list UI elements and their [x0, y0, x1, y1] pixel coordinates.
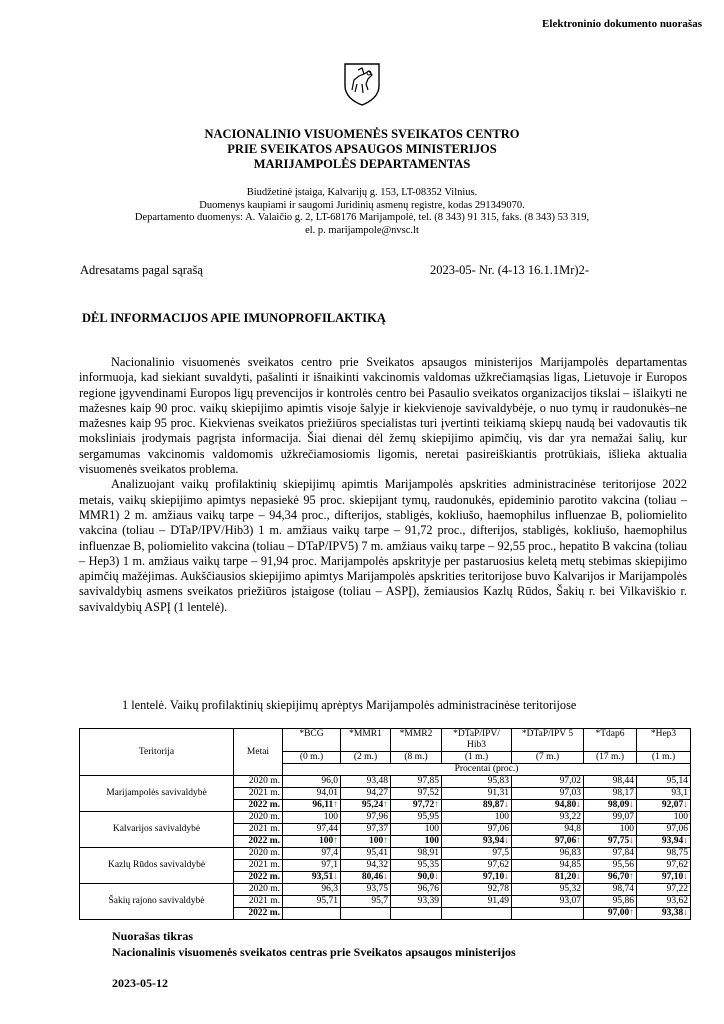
- info-line: Departamento duomenys: A. Valaičio g. 2, LT-68176 Marijampolė, tel. (8 343) 91 315, faks. (8 343) 53 319,: [134, 212, 590, 224]
- value-cell: [391, 884, 442, 896]
- value-text: 98,44: [612, 776, 634, 786]
- value-text: 94,8: [564, 824, 581, 834]
- value-text: 96,76: [417, 884, 439, 894]
- value-cell: [341, 788, 391, 800]
- value-cell: [637, 824, 691, 836]
- value-text: 93,75: [366, 884, 388, 894]
- value-text: 93,51: [311, 872, 334, 882]
- value-text: 93,62: [666, 896, 688, 906]
- value-text: 92,78: [487, 884, 509, 894]
- value-text: 95,24: [361, 800, 384, 810]
- value-cell: [283, 824, 341, 836]
- value-cell: [341, 824, 391, 836]
- value-cell: [391, 848, 442, 860]
- value-text: 97,06: [487, 824, 509, 834]
- arrow-down-icon: ↓: [576, 800, 581, 810]
- value-cell: [341, 908, 391, 920]
- value-cell: [391, 800, 442, 812]
- value-text: 91,49: [487, 896, 509, 906]
- value-text: 100: [424, 824, 439, 834]
- value-cell: [442, 860, 512, 872]
- value-cell: [283, 908, 341, 920]
- value-cell: [584, 836, 637, 848]
- value-cell: [637, 896, 691, 908]
- value-text: 81,20: [554, 872, 577, 882]
- value-cell: [391, 824, 442, 836]
- value-cell: [512, 860, 584, 872]
- value-text: 93,48: [366, 776, 388, 786]
- header-vaccine: *Hep3: [637, 729, 691, 752]
- arrow-up-icon: ↑: [333, 836, 338, 846]
- arrow-down-icon: ↓: [504, 800, 509, 810]
- value-cell: [637, 800, 691, 812]
- value-text: 97,62: [666, 860, 688, 870]
- value-cell: [442, 824, 512, 836]
- paragraph: Nacionalinio visuomenės sveikatos centro prie Sveikatos apsaugos ministerijos Marijampolės departamentas informuoja, kad siekiant suvaldyti, pašalinti ir išnaikinti vakcinomis valdomas užkrečiamąsias ligas, Lietuvoje ir Europos regione įgyvendinami Europos ligų prevencijos ir kontrolės centro bei Pasaulio sveikatos organizacijos tikslai – išlaikyti ne mažesnes kaip 90 proc. vaikų skiepijimo apimtis visoje šalyje ir kiekvienoje savivaldybėje, o nuo tymų ir raudonukės–ne mažesnes kaip 95 proc. Kiekvienas sveikatos priežiūros specialistas turi įvertinti teikiamą skiepų naudą bei vadovautis tik moksliniais įrodymais pagrįsta informacija. Šiai dienai dėl žemų skiepijimo apimčių, vis dar yra nemažai šalių, kur sergamumas vakcinomis valdomomis užkrečiamosiomis ligomis, neretai pasireiškiantis protrūkiais, išlieka aktualia visuomenės sveikatos problema.: [79, 355, 687, 477]
- value-text: 96,0: [321, 776, 338, 786]
- value-cell: [442, 836, 512, 848]
- value-cell: [283, 860, 341, 872]
- arrow-up-icon: ↑: [383, 836, 388, 846]
- value-text: 95,86: [612, 896, 634, 906]
- value-text: 97,10: [661, 872, 684, 882]
- header-vaccine: *BCG: [283, 729, 341, 752]
- arrow-down-icon: ↓: [683, 836, 688, 846]
- value-cell: [637, 884, 691, 896]
- value-cell: [637, 812, 691, 824]
- value-text: 95,35: [417, 860, 439, 870]
- value-text: 96,70: [607, 872, 630, 882]
- value-text: 97,03: [559, 788, 581, 798]
- value-cell: [512, 776, 584, 788]
- value-text: 100: [619, 824, 634, 834]
- paragraph: Analizuojant vaikų profilaktinių skiepijimų apimtis Marijampolės apskrities administracinėse teritorijose 2022 metais, vaikų skiepijimo apimtys nepasiekė 95 proc. skiepijant tymų, raudonukės, epideminio parotito vakcina (toliau – MMR1) 2 m. amžiaus vaikų tarpe – 94,34 proc., difterijos, stabligės, kokliušo, haemophilus influenzae B, poliomielito vakcina (toliau – DTaP/IPV/Hib3) 1 m. amžiaus vaikų tarpe – 91,72 proc., difterijos, stabligės, kokliušo, haemophilus influenzae B, poliomielito vakcina (toliau – DTaP/IPV5) 7 m. amžiaus vaikų tarpe – 92,55 proc., hepatito B vakcina (toliau – Hep3) 1 m. amžiaus vaikų tarpe – 91,94 proc. Marijampolės apskrityje per pastaruosius keletą metų stebimas skiepijimo apimčių mažėjimas. Aukščiausios skiepijimo apimtys Marijampolės apskrities teritorijose buvo Kalvarijos ir Marijampolės savivaldybių asmens sveikatos priežiūros įstaigose (toliau – ASPĮ), žemiausios Kazlų Rūdos, Šakių r. bei Vilkaviškio r. savivaldybių ASPĮ (1 lentelė).: [79, 477, 687, 614]
- value-cell: [512, 884, 584, 896]
- value-text: 95,71: [316, 896, 338, 906]
- arrow-down-icon: ↓: [333, 872, 338, 882]
- year-cell: 2022 m.: [234, 908, 283, 920]
- arrow-down-icon: ↓: [683, 800, 688, 810]
- arrow-down-icon: ↓: [434, 872, 439, 882]
- arrow-up-icon: ↑: [434, 800, 439, 810]
- value-cell: [442, 908, 512, 920]
- stamp-title: Nuorašas tikras: [112, 929, 194, 943]
- value-cell: [512, 800, 584, 812]
- value-text: 100: [424, 836, 439, 846]
- document-copy-note: Elektroninio dokumento nuorašas: [542, 18, 702, 30]
- year-cell: 2021 m.: [234, 788, 283, 800]
- arrow-up-icon: ↑: [333, 800, 338, 810]
- value-cell: [283, 884, 341, 896]
- value-text: 100: [673, 812, 688, 822]
- value-text: 93,07: [559, 896, 581, 906]
- table-row: [80, 776, 691, 788]
- value-text: 94,01: [316, 788, 338, 798]
- value-text: 93,38: [661, 908, 684, 918]
- value-cell: [391, 836, 442, 848]
- value-cell: [391, 860, 442, 872]
- year-cell: 2021 m.: [234, 824, 283, 836]
- value-cell: [341, 836, 391, 848]
- body-text: [79, 355, 687, 615]
- org-line: NACIONALINIO VISUOMENĖS SVEIKATOS CENTRO: [204, 127, 520, 141]
- value-cell: [442, 812, 512, 824]
- value-cell: [637, 788, 691, 800]
- value-cell: [584, 800, 637, 812]
- value-text: 97,44: [316, 824, 338, 834]
- value-text: 94,32: [366, 860, 388, 870]
- value-cell: [442, 776, 512, 788]
- header-vaccine: *MMR2: [391, 729, 442, 752]
- document-subject: DĖL INFORMACIJOS APIE IMUNOPROFILAKTIKĄ: [82, 311, 386, 325]
- vaccination-table: [79, 728, 691, 920]
- coat-of-arms-icon: [342, 62, 382, 106]
- header-age: (17 m.): [584, 752, 637, 764]
- info-line: el. p. marijampole@nvsc.lt: [305, 224, 419, 236]
- value-cell: [442, 884, 512, 896]
- value-text: 94,85: [559, 860, 581, 870]
- value-text: 98,75: [666, 848, 688, 858]
- value-cell: [512, 788, 584, 800]
- value-cell: [391, 908, 442, 920]
- header-age: (0 m.): [283, 752, 341, 764]
- value-cell: [584, 908, 637, 920]
- arrow-down-icon: ↓: [683, 908, 688, 918]
- territory-name: Kazlų Rūdos savivaldybė: [80, 848, 234, 884]
- value-text: 93,94: [482, 836, 505, 846]
- value-cell: [391, 776, 442, 788]
- arrow-down-icon: ↓: [629, 800, 634, 810]
- value-text: 97,84: [612, 848, 634, 858]
- header-age: (1 m.): [637, 752, 691, 764]
- value-text: 96,83: [559, 848, 581, 858]
- value-text: 98,74: [612, 884, 634, 894]
- value-cell: [512, 908, 584, 920]
- value-text: 92,07: [661, 800, 684, 810]
- arrow-up-icon: ↑: [629, 872, 634, 882]
- value-cell: [283, 836, 341, 848]
- value-cell: [584, 872, 637, 884]
- value-text: 93,39: [417, 896, 439, 906]
- value-cell: [283, 800, 341, 812]
- org-line: PRIE SVEIKATOS APSAUGOS MINISTERIJOS: [227, 142, 497, 156]
- value-cell: [283, 896, 341, 908]
- value-text: 100: [494, 812, 509, 822]
- value-text: 97,22: [666, 884, 688, 894]
- value-cell: [637, 848, 691, 860]
- header-vaccine: *DTaP/IPV/ Hib3: [442, 729, 512, 752]
- value-text: 95,14: [666, 776, 688, 786]
- value-text: 93,94: [661, 836, 684, 846]
- value-text: 97,52: [417, 788, 439, 798]
- header-vaccine: *MMR1: [341, 729, 391, 752]
- info-line: Duomenys kaupiami ir saugomi Juridinių asmenų registre, kodas 291349070.: [199, 199, 525, 211]
- value-cell: [283, 812, 341, 824]
- header-unit: Procentai (proc.): [283, 764, 691, 776]
- value-text: 97,02: [559, 776, 581, 786]
- table-header-row: [80, 729, 691, 752]
- arrow-up-icon: ↑: [383, 800, 388, 810]
- value-cell: [391, 872, 442, 884]
- territory-name: Marijampolės savivaldybė: [80, 776, 234, 812]
- value-cell: [584, 824, 637, 836]
- org-line: MARIJAMPOLĖS DEPARTAMENTAS: [253, 157, 471, 171]
- table-caption: 1 lentelė. Vaikų profilaktinių skiepijimų aprėptys Marijampolės administracinėse teritorijose: [122, 698, 577, 712]
- arrow-down-icon: ↓: [683, 872, 688, 882]
- year-cell: 2022 m.: [234, 800, 283, 812]
- organization-info: [0, 187, 724, 237]
- year-cell: 2020 m.: [234, 776, 283, 788]
- value-text: 80,46: [361, 872, 384, 882]
- value-text: 100: [323, 812, 338, 822]
- value-text: 96,3: [321, 884, 338, 894]
- value-cell: [584, 812, 637, 824]
- value-cell: [341, 860, 391, 872]
- value-cell: [442, 788, 512, 800]
- value-cell: [584, 860, 637, 872]
- value-cell: [442, 896, 512, 908]
- header-age: (7 m.): [512, 752, 584, 764]
- value-cell: [442, 872, 512, 884]
- value-text: 97,06: [554, 836, 577, 846]
- value-cell: [512, 836, 584, 848]
- year-cell: 2020 m.: [234, 848, 283, 860]
- year-cell: 2020 m.: [234, 884, 283, 896]
- value-cell: [584, 788, 637, 800]
- value-text: 97,5: [492, 848, 509, 858]
- year-cell: 2021 m.: [234, 896, 283, 908]
- addressee-row: [80, 263, 680, 278]
- value-text: 100: [319, 836, 334, 846]
- arrow-down-icon: ↓: [576, 872, 581, 882]
- header-years: Metai: [234, 729, 283, 776]
- table-row: [80, 884, 691, 896]
- value-cell: [341, 776, 391, 788]
- value-cell: [341, 848, 391, 860]
- value-cell: [637, 776, 691, 788]
- value-cell: [442, 848, 512, 860]
- value-text: 96,11: [312, 800, 334, 810]
- arrow-down-icon: ↓: [629, 836, 634, 846]
- value-text: 98,17: [612, 788, 634, 798]
- stamp-organization: Nacionalinis visuomenės sveikatos centras prie Sveikatos apsaugos ministerijos: [112, 945, 516, 959]
- value-text: 97,4: [321, 848, 338, 858]
- value-text: 95,32: [559, 884, 581, 894]
- arrow-down-icon: ↓: [383, 872, 388, 882]
- value-text: 97,1: [321, 860, 338, 870]
- header-age: (8 m.): [391, 752, 442, 764]
- organization-name: [0, 127, 724, 172]
- value-text: 90,0: [417, 872, 435, 882]
- header-vaccine: *DTaP/IPV 5: [512, 729, 584, 752]
- value-text: 97,96: [366, 812, 388, 822]
- value-cell: [391, 812, 442, 824]
- value-text: 95,7: [371, 896, 388, 906]
- value-cell: [584, 896, 637, 908]
- document-date: 2023-05-12: [112, 976, 168, 990]
- arrow-up-icon: ↑: [629, 908, 634, 918]
- value-cell: [512, 896, 584, 908]
- header-vaccine: *Tdap6: [584, 729, 637, 752]
- value-cell: [512, 872, 584, 884]
- value-cell: [512, 848, 584, 860]
- value-cell: [341, 884, 391, 896]
- info-line: Biudžetinė įstaiga, Kalvarijų g. 153, LT-08352 Vilnius.: [246, 187, 478, 198]
- document-reference: 2023-05- Nr. (4-13 16.1.1Mr)2-: [430, 263, 590, 277]
- value-cell: [584, 884, 637, 896]
- value-text: 97,37: [366, 824, 388, 834]
- value-text: 99,07: [612, 812, 634, 822]
- territory-name: Šakių rajono savivaldybė: [80, 884, 234, 920]
- value-text: 93,22: [559, 812, 581, 822]
- value-text: 98,09: [607, 800, 630, 810]
- year-cell: 2021 m.: [234, 860, 283, 872]
- value-cell: [637, 908, 691, 920]
- value-text: 97,10: [482, 872, 505, 882]
- value-cell: [584, 776, 637, 788]
- value-cell: [512, 812, 584, 824]
- value-cell: [391, 896, 442, 908]
- value-cell: [283, 848, 341, 860]
- table-row: [80, 812, 691, 824]
- value-cell: [341, 896, 391, 908]
- value-cell: [512, 824, 584, 836]
- value-cell: [283, 872, 341, 884]
- value-cell: [341, 872, 391, 884]
- value-text: 97,62: [487, 860, 509, 870]
- value-text: 94,80: [554, 800, 577, 810]
- value-text: 95,83: [487, 776, 509, 786]
- table-row: [80, 848, 691, 860]
- value-text: 95,56: [612, 860, 634, 870]
- value-cell: [341, 812, 391, 824]
- year-cell: 2022 m.: [234, 836, 283, 848]
- value-text: 98,91: [417, 848, 439, 858]
- arrow-down-icon: ↓: [504, 872, 509, 882]
- value-text: 97,00: [607, 908, 630, 918]
- value-text: 97,85: [417, 776, 439, 786]
- value-text: 97,06: [666, 824, 688, 834]
- value-cell: [341, 800, 391, 812]
- arrow-down-icon: ↓: [504, 836, 509, 846]
- value-text: 95,95: [417, 812, 439, 822]
- value-text: 89,87: [482, 800, 505, 810]
- value-cell: [442, 800, 512, 812]
- header-age: (1 m.): [442, 752, 512, 764]
- value-cell: [584, 848, 637, 860]
- value-cell: [391, 788, 442, 800]
- value-text: 97,75: [607, 836, 630, 846]
- territory-name: Kalvarijos savivaldybė: [80, 812, 234, 848]
- value-text: 100: [369, 836, 384, 846]
- value-cell: [637, 836, 691, 848]
- year-cell: 2022 m.: [234, 872, 283, 884]
- value-cell: [283, 788, 341, 800]
- addressee: Adresatams pagal sąrašą: [80, 263, 203, 277]
- header-territory: Teritorija: [80, 729, 234, 776]
- value-text: 93,1: [671, 788, 688, 798]
- header-age: (2 m.): [341, 752, 391, 764]
- value-cell: [283, 776, 341, 788]
- value-cell: [637, 872, 691, 884]
- value-text: 91,31: [487, 788, 509, 798]
- year-cell: 2020 m.: [234, 812, 283, 824]
- value-text: 95,41: [366, 848, 388, 858]
- value-cell: [637, 860, 691, 872]
- arrow-up-icon: ↑: [576, 836, 581, 846]
- value-text: 97,72: [412, 800, 435, 810]
- value-text: 94,27: [366, 788, 388, 798]
